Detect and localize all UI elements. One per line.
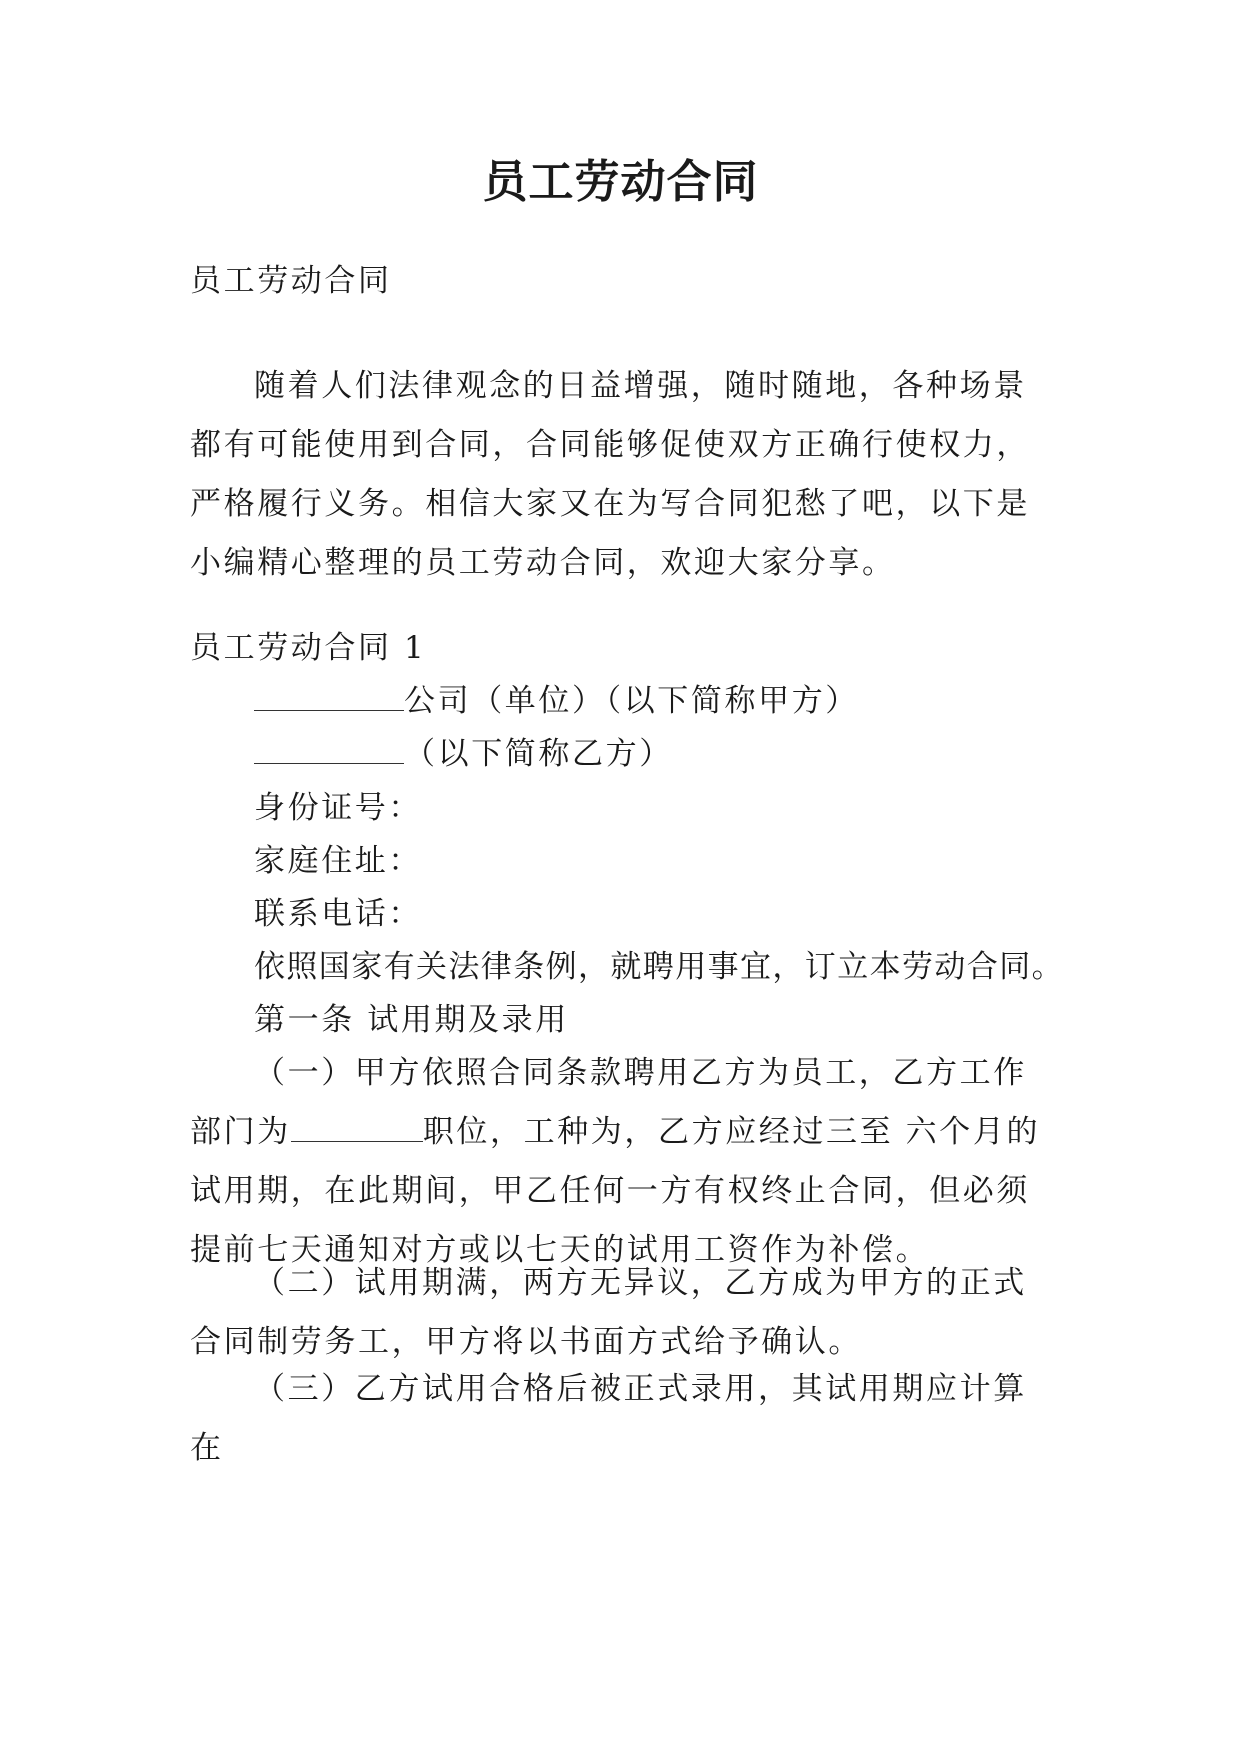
basis-line: 依照国家有关法律条例，就聘用事宜，订立本劳动合同。 [254,949,1064,985]
clause-2: （二）试用期满，两方无异议，乙方成为甲方的正式合同制劳务工，甲方将以书面方式给予确认。 [190,1265,1027,1360]
clause-1 [190,1044,1052,1280]
clause-1-part-1: （一）甲方依照合同条款聘用乙方为员工，乙方工作部门为 [190,1055,1027,1150]
section-title: 员工劳动合同 1 [190,630,427,666]
document-subtitle: 员工劳动合同 [190,263,392,299]
home-address-label: 家庭住址： [254,843,422,879]
party-b-blank [254,741,404,764]
party-a-blank [254,688,404,711]
party-a-text: 公司（单位）（以下简称甲方） [404,683,859,719]
phone-label: 联系电话： [254,896,422,932]
party-a-line [190,672,1116,731]
party-b-line [190,725,1116,784]
clause-3: （三）乙方试用合格后被正式录用，其试用期应计算在 [190,1371,1027,1466]
document-title: 员工劳动合同 [482,155,759,208]
department-blank [291,1119,423,1142]
id-number-label: 身份证号： [254,790,422,826]
article-1-title: 第一条 试用期及录用 [254,1002,569,1038]
clause-1-part-2: 职位，工种为，乙方应经过三至 六个月的试用期，在此期间，甲乙任何一方有权终止合同，但必须提前七天通知对方或以七天的试用工资作为补偿。 [190,1114,1041,1268]
intro-paragraph: 随着人们法律观念的日益增强，随时随地，各种场景都有可能使用到合同，合同能够促使双方正确行使权力，严格履行义务。相信大家又在为写合同犯愁了吧，以下是小编精心整理的员工劳动合同，欢迎大家分享。 [190,368,1030,581]
party-b-text: （以下简称乙方） [404,736,673,772]
